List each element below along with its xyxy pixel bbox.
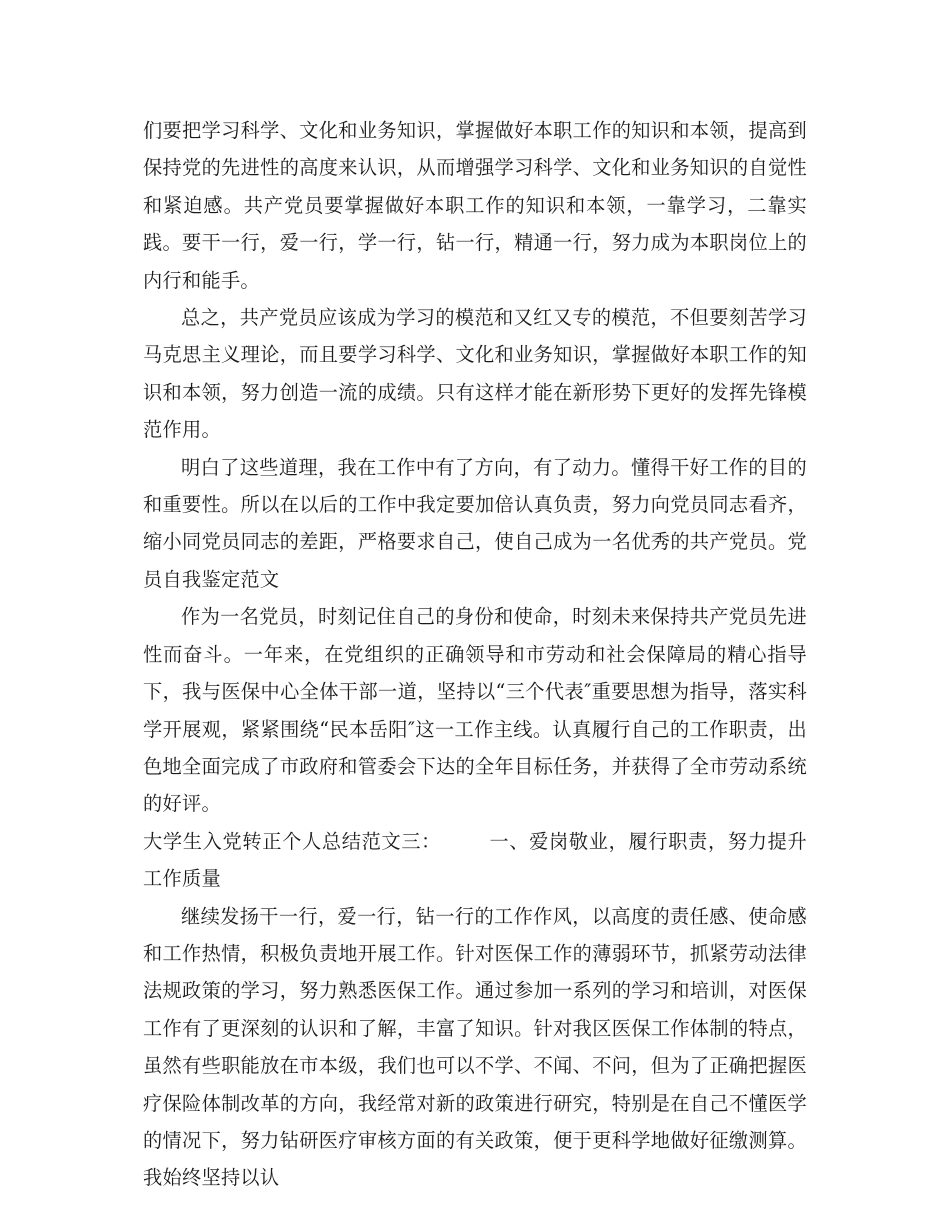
paragraph-4: 作为一名党员，时刻记住自己的身份和使命，时刻未来保持共产党员先进性而奋斗。一年来，在党组织的正确领导和市劳动和社会保障局的精心指导下，我与医保中心全体干部一道，坚持以“三个代表″重要思想为指导，落实科学开展观，紧紧围绕“民本岳阳″这一工作主线。认真履行自己的工作职责，出色地全面完成了市政府和管委会下达的全年目标任务，并获得了全市劳动系统的好评。 bbox=[143, 605, 807, 816]
paragraph-6: 继续发扬干一行，爱一行，钻一行的工作作风，以高度的责任感、使命感和工作热情，积极负责地开展工作。针对医保工作的薄弱环节，抓紧劳动法律法规政策的学习，努力熟悉医保工作。通过参加一系列的学习和培训，对医保工作有了更深刻的认识和了解，丰富了知识。针对我区医保工作体制的特点，虽然有些职能放在市本级，我们也可以不学、不闻、不问，但为了正确把握医疗保险体制改革的方向，我经常对新的政策进行研究，特别是在自己不懂医学的情况下，努力钻研医疗审核方面的有关政策，便于更科学地做好征缴测算。我始终坚持以认 bbox=[143, 904, 807, 1190]
paragraph-2: 总之，共产党员应该成为学习的模范和又红又专的模范，不但要刻苦学习马克思主义理论，而且要学习科学、文化和业务知识，掌握做好本职工作的知识和本领，努力创造一流的成绩。只有这样才能在新形势下更好的发挥先锋模范作用。 bbox=[143, 306, 807, 442]
paragraph-1: 们要把学习科学、文化和业务知识，掌握做好本职工作的知识和本领，提高到保持党的先进性的高度来认识，从而增强学习科学、文化和业务知识的自觉性和紧迫感。共产党员要掌握做好本职工作的知识和本领，一靠学习，二靠实践。要干一行，爱一行，学一行，钻一行，精通一行，努力成为本职岗位上的内行和能手。 bbox=[143, 119, 807, 292]
section-heading-paragraph bbox=[143, 823, 807, 898]
section-heading: 一、爱岗敬业，履行职责，努力提升工作质量 bbox=[143, 829, 807, 891]
document-page bbox=[143, 112, 807, 1197]
article-title: 大学生入党转正个人总结范文三： bbox=[143, 829, 442, 853]
paragraph-3: 明白了这些道理，我在工作中有了方向，有了动力。懂得干好工作的目的和重要性。所以在以后的工作中我定要加倍认真负责，努力向党员同志看齐，缩小同党员同志的差距，严格要求自己，使自己成为一名优秀的共产党员。党员自我鉴定范文 bbox=[143, 455, 807, 591]
